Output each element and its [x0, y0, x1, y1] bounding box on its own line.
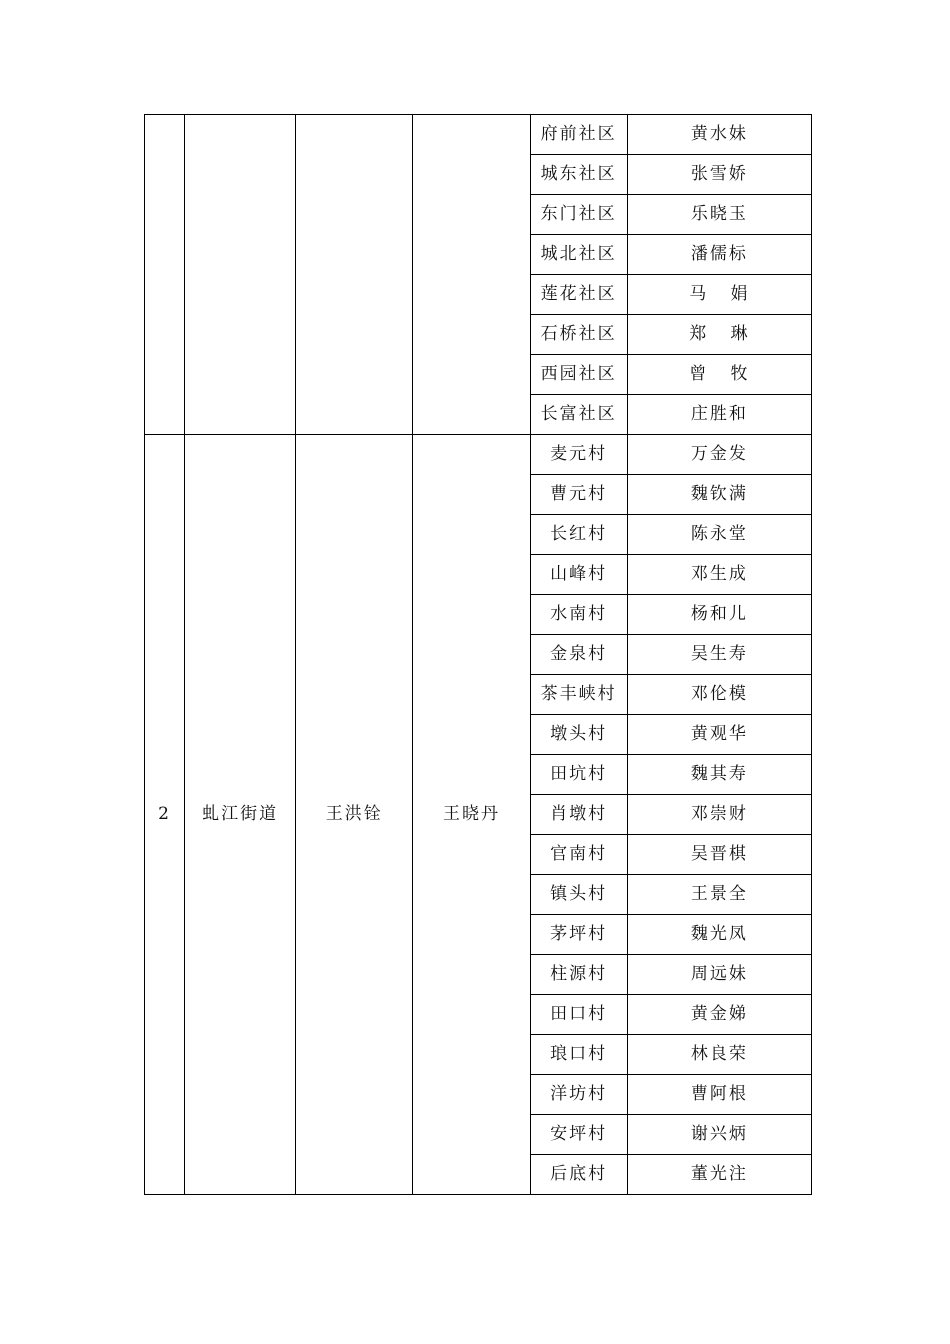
table-row [145, 435, 812, 475]
unit-name-cell: 东门社区 [530, 195, 627, 235]
person-name-cell: 邓伦模 [627, 675, 811, 715]
unit-name-cell: 麦元村 [530, 435, 627, 475]
unit-name-cell: 洋坊村 [530, 1075, 627, 1115]
person-name-cell: 黄金娣 [627, 995, 811, 1035]
person-name-cell: 张雪娇 [627, 155, 811, 195]
person-name-cell: 曾 牧 [627, 355, 811, 395]
unit-name-cell: 茶丰峡村 [530, 675, 627, 715]
contact-cell [413, 115, 530, 435]
person-name-cell: 魏其寿 [627, 755, 811, 795]
unit-name-cell: 曹元村 [530, 475, 627, 515]
person-name-cell: 林良荣 [627, 1035, 811, 1075]
person-name-cell: 邓崇财 [627, 795, 811, 835]
unit-name-cell: 墩头村 [530, 715, 627, 755]
person-name-cell: 马 娟 [627, 275, 811, 315]
unit-name-cell: 茅坪村 [530, 915, 627, 955]
person-name-cell: 王景全 [627, 875, 811, 915]
contact-cell: 王晓丹 [413, 435, 530, 1195]
unit-name-cell: 肖墩村 [530, 795, 627, 835]
person-name-cell: 乐晓玉 [627, 195, 811, 235]
unit-name-cell: 城东社区 [530, 155, 627, 195]
leader-cell: 王洪铨 [296, 435, 413, 1195]
person-name-cell: 万金发 [627, 435, 811, 475]
unit-name-cell: 官南村 [530, 835, 627, 875]
person-name-cell: 潘儒标 [627, 235, 811, 275]
unit-name-cell: 莲花社区 [530, 275, 627, 315]
person-name-cell: 庄胜和 [627, 395, 811, 435]
roster-body [145, 115, 812, 1195]
table-row [145, 115, 812, 155]
person-name-cell: 郑 琳 [627, 315, 811, 355]
person-name-cell: 魏光凤 [627, 915, 811, 955]
leader-cell [296, 115, 413, 435]
unit-name-cell: 西园社区 [530, 355, 627, 395]
person-name-cell: 黄水妹 [627, 115, 811, 155]
person-name-cell: 曹阿根 [627, 1075, 811, 1115]
person-name-cell: 魏钦满 [627, 475, 811, 515]
unit-name-cell: 山峰村 [530, 555, 627, 595]
group-index-cell [145, 115, 185, 435]
unit-name-cell: 城北社区 [530, 235, 627, 275]
person-name-cell: 吴生寿 [627, 635, 811, 675]
person-name-cell: 谢兴炳 [627, 1115, 811, 1155]
person-name-cell: 邓生成 [627, 555, 811, 595]
person-name-cell: 黄观华 [627, 715, 811, 755]
unit-name-cell: 后底村 [530, 1155, 627, 1195]
unit-name-cell: 长富社区 [530, 395, 627, 435]
street-name-cell: 虬江街道 [185, 435, 296, 1195]
unit-name-cell: 镇头村 [530, 875, 627, 915]
street-name-cell [185, 115, 296, 435]
roster-table [144, 114, 812, 1195]
unit-name-cell: 水南村 [530, 595, 627, 635]
unit-name-cell: 琅口村 [530, 1035, 627, 1075]
unit-name-cell: 安坪村 [530, 1115, 627, 1155]
person-name-cell: 吴晋棋 [627, 835, 811, 875]
unit-name-cell: 府前社区 [530, 115, 627, 155]
unit-name-cell: 长红村 [530, 515, 627, 555]
group-index-cell: 2 [145, 435, 185, 1195]
person-name-cell: 周远妹 [627, 955, 811, 995]
unit-name-cell: 田口村 [530, 995, 627, 1035]
unit-name-cell: 石桥社区 [530, 315, 627, 355]
unit-name-cell: 田坑村 [530, 755, 627, 795]
person-name-cell: 董光注 [627, 1155, 811, 1195]
unit-name-cell: 柱源村 [530, 955, 627, 995]
person-name-cell: 杨和儿 [627, 595, 811, 635]
unit-name-cell: 金泉村 [530, 635, 627, 675]
person-name-cell: 陈永堂 [627, 515, 811, 555]
